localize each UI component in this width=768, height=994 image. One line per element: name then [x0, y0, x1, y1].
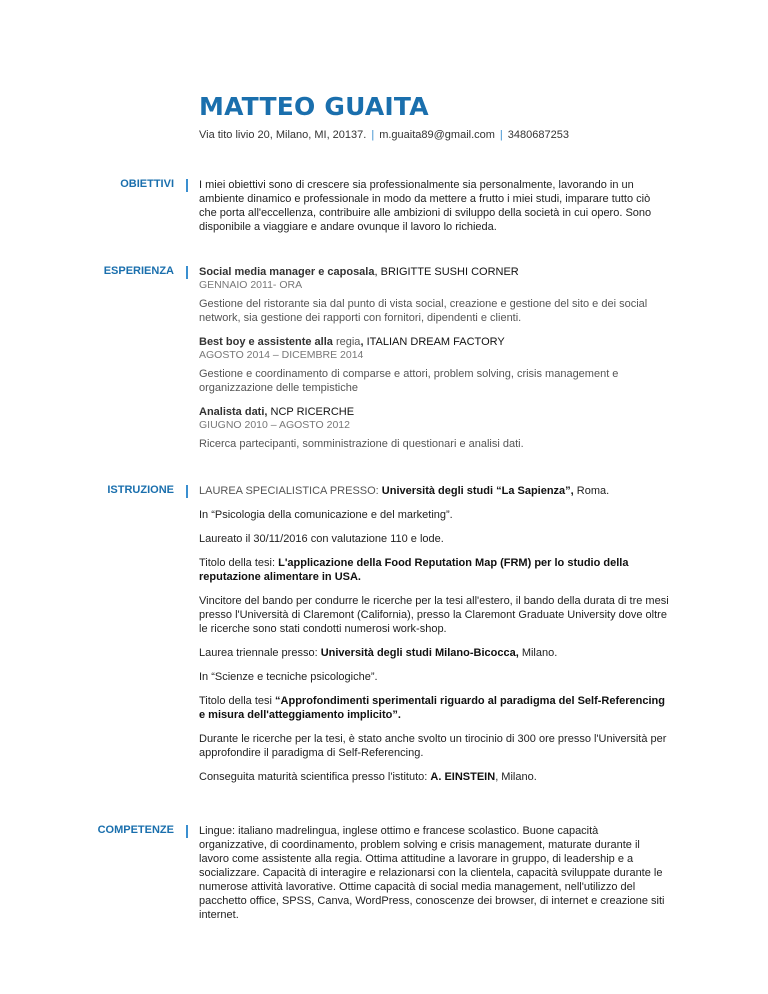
separator: |	[499, 129, 503, 141]
job-entry: Best boy e assistente alla regia, ITALIAN DREAM FACTORY AGOSTO 2014 – DICEMBRE 2014 Gestione e coordinamento di comparse e attori, problem solving, crisis management e organizzazione delle tempistiche	[199, 335, 669, 395]
job-company: NCP RICERCHE	[270, 406, 355, 418]
job-company: BRIGITTE SUSHI CORNER	[380, 266, 519, 278]
section-bar	[186, 485, 188, 498]
job-description: Gestione del ristorante sia dal punto di vista social, creazione e gestione del sito e dei social network, sia gestione dei rapporti con fornitori, dipendenti e clienti.	[199, 298, 648, 324]
esperienza-content	[199, 265, 669, 461]
section-label-esperienza: ESPERIENZA	[103, 265, 174, 277]
job-date: AGOSTO 2014 – DICEMBRE 2014	[199, 349, 364, 361]
job-entry: Social media manager e caposala, BRIGITTE SUSHI CORNER GENNAIO 2011- ORA Gestione del ristorante sia dal punto di vista social, creazione e gestione del sito e dei social network, sia gestione dei rapporti con fornitori, dipendenti e clienti.	[199, 265, 669, 325]
address: Via tito livio 20, Milano, MI, 20137.	[199, 129, 367, 141]
section-label-istruzione: ISTRUZIONE	[107, 484, 174, 496]
email[interactable]: m.guaita89@gmail.com	[379, 129, 495, 141]
job-title: Social media manager e caposala	[199, 266, 375, 278]
tesi-triennale: Titolo della tesi “Approfondimenti sperimentali riguardo al paradigma del Self-Referencing e misura dell'atteggiamento implicito”.	[199, 695, 665, 721]
candidate-name: MATTEO GUAITA	[199, 92, 429, 121]
contact-line	[199, 129, 569, 141]
istruzione-content	[199, 484, 669, 794]
laureato: Laureato il 30/11/2016 con valutazione 110 e lode.	[199, 533, 444, 545]
tesi-title: “Approfondimenti sperimentali riguardo al paradigma del Self-Referencing e misura dell'atteggiamento implicito”.	[199, 695, 665, 721]
vincitore: Vincitore del bando per condurre le ricerche per la tesi all'estero, il bando della durata di tre mesi presso l'Università di Claremont (California), presso la Claremont Graduate University dove oltre le ricerche sono stati condotti numerosi work-shop.	[199, 595, 669, 635]
job-date: GENNAIO 2011- ORA	[199, 279, 303, 291]
section-bar	[186, 266, 188, 279]
phone[interactable]: 3480687253	[507, 129, 569, 141]
university-name: Università degli studi Milano-Bicocca,	[320, 647, 519, 659]
job-date: GIUGNO 2010 – AGOSTO 2012	[199, 419, 350, 431]
obiettivi-text: I miei obiettivi sono di crescere sia professionalmente sia personalmente, lavorando in un ambiente dinamico e professionale in modo da mettere a frutto i miei studi, imparare tutto ciò che porta all'eccellenza, contribuire alle ambizioni di sviluppo della società in cui opero. Sono disponibile a viaggiare e andare ovunque il lavoro lo richieda.	[199, 179, 652, 233]
job-title: Best boy e assistente alla	[199, 336, 333, 348]
triennale-corso: In “Scienze e tecniche psicologiche”.	[199, 671, 378, 683]
laurea-line: LAUREA SPECIALISTICA PRESSO: Università degli studi “La Sapienza”, Roma.	[199, 485, 610, 497]
triennale-line: Laurea triennale presso: Università degli studi Milano-Bicocca, Milano.	[199, 647, 558, 659]
university-name: Università degli studi “La Sapienza”,	[381, 485, 574, 497]
school-name: A. EINSTEIN	[430, 771, 496, 783]
job-title-suffix: regia	[335, 336, 361, 348]
section-bar	[186, 179, 188, 192]
job-entry: Analista dati, NCP RICERCHE GIUGNO 2010 – AGOSTO 2012 Ricerca partecipanti, somministrazione di questionari e analisi dati.	[199, 405, 669, 451]
job-description: Gestione e coordinamento di comparse e attori, problem solving, crisis management e organizzazione delle tempistiche	[199, 368, 619, 394]
section-bar	[186, 825, 188, 838]
tirocinio: Durante le ricerche per la tesi, è stato anche svolto un tirocinio di 300 ore presso l'Università per approfondire il paradigma di Self-Referencing.	[199, 733, 667, 759]
job-company: ITALIAN DREAM FACTORY	[366, 336, 505, 348]
maturita: Conseguita maturità scientifica presso l'istituto: A. EINSTEIN, Milano.	[199, 771, 537, 783]
competenze-text: Lingue: italiano madrelingua, inglese ottimo e francese scolastico. Buone capacità organizzative, di coordinamento, problem solving e crisis management, maturate durante il lavoro come assistente alla regia. Ottima attitudine a lavorare in gruppo, di leadership e a socializzare. Capacità di interagire e relazionarsi con la clientela, capacità sviluppate durante le numerose attività lavorative. Ottime capacità di social media management, nell'utilizzo del pacchetto office, SPSS, Canva, WordPress, conoscenze dei browser, di internet e creazione siti internet.	[199, 825, 665, 921]
tesi: Titolo della tesi: L'applicazione della Food Reputation Map (FRM) per lo studio della reputazione alimentare in USA.	[199, 557, 629, 583]
job-title: Analista dati	[199, 406, 265, 418]
tesi-title: L'applicazione della Food Reputation Map (FRM) per lo studio della reputazione alimentare in USA.	[199, 557, 629, 583]
separator: |	[371, 129, 375, 141]
section-label-obiettivi: OBIETTIVI	[120, 178, 174, 190]
job-description: Ricerca partecipanti, somministrazione di questionari e analisi dati.	[199, 438, 524, 450]
section-label-competenze: COMPETENZE	[97, 824, 174, 836]
corso: In “Psicologia della comunicazione e del marketing”.	[199, 509, 453, 521]
